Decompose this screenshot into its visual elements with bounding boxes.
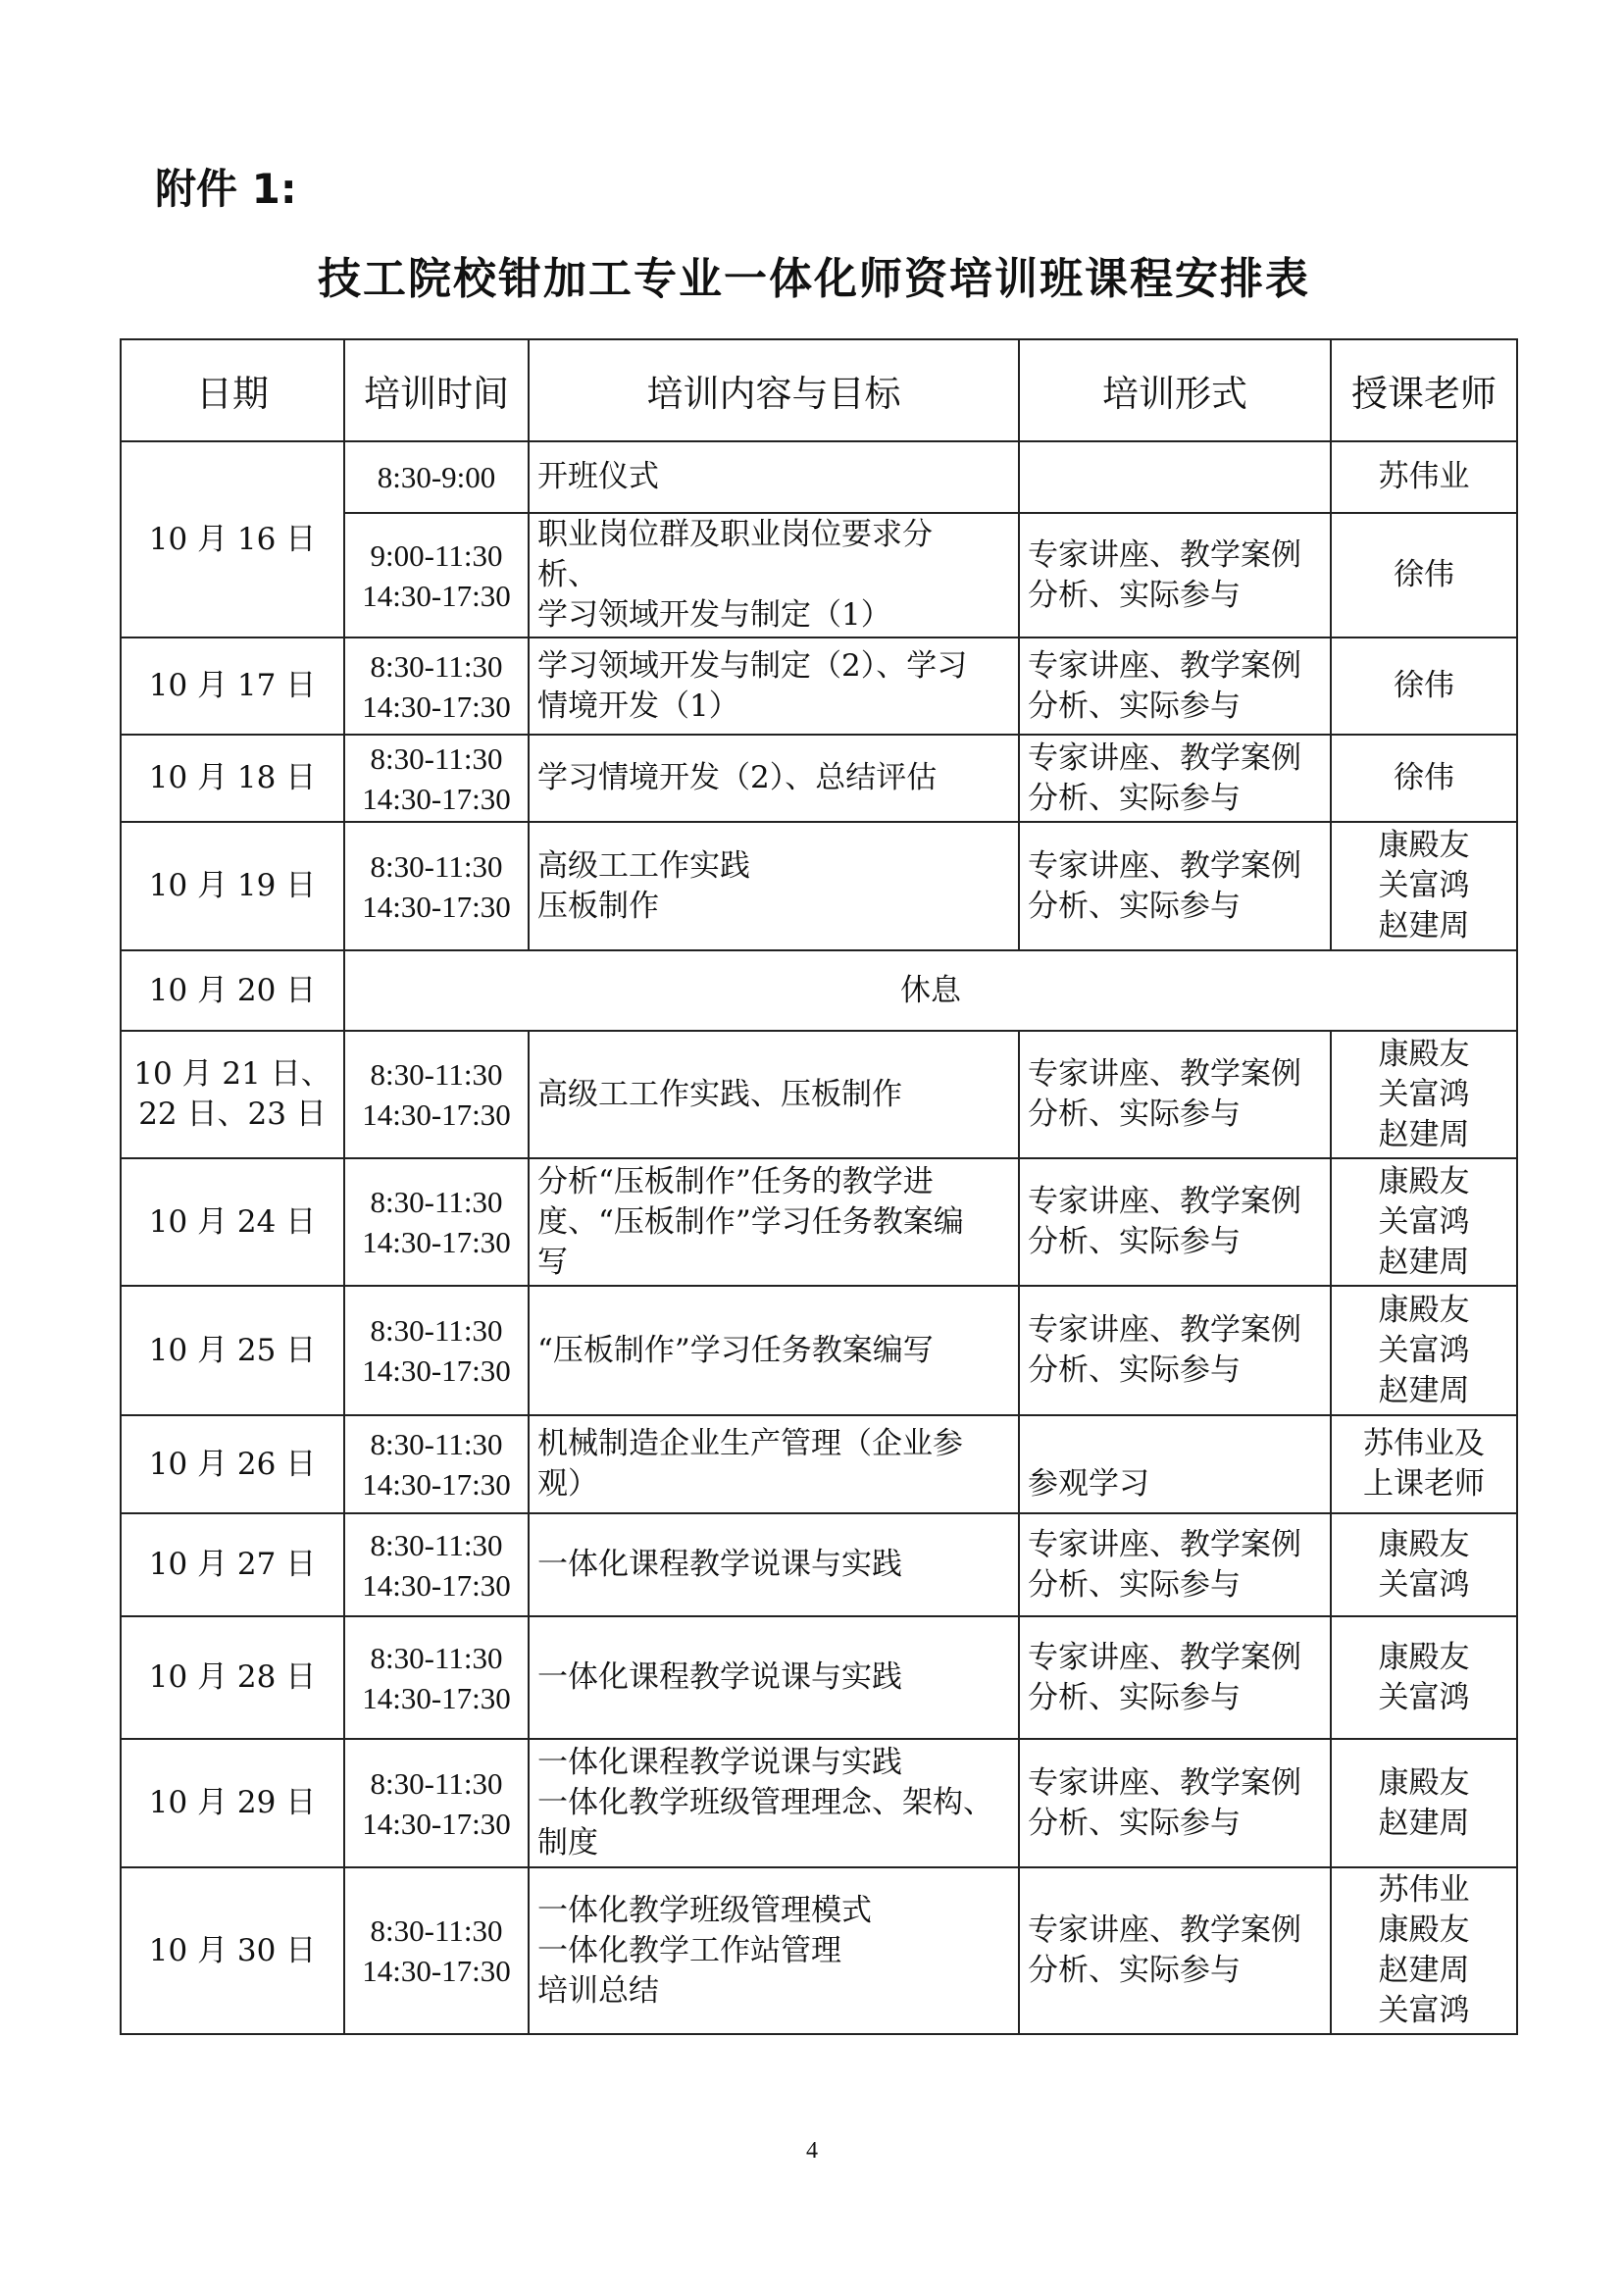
content-cell-line: 职业岗位群及职业岗位要求分 [537, 517, 933, 552]
teacher-cell [1331, 1031, 1517, 1158]
form-cell-line: 专家讲座、教学案例 [1028, 1639, 1301, 1675]
form-cell-line: 参观学习 [1028, 1466, 1149, 1502]
time-cell-line: 8:30-11:30 [370, 1527, 503, 1562]
document-title: 技工院校钳加工专业一体化师资培训班课程安排表 [318, 254, 1310, 304]
table-row [121, 1867, 1517, 2034]
form-cell [1019, 1616, 1331, 1739]
teacher-cell-line: 康殿友 [1378, 1764, 1470, 1801]
teacher-cell [1331, 735, 1517, 822]
date-cell [121, 1158, 344, 1286]
teacher-cell-line: 苏伟业 [1378, 459, 1470, 494]
content-cell [529, 637, 1019, 735]
time-cell [344, 1286, 529, 1415]
form-cell-line [1028, 1424, 1322, 1464]
date-cell [121, 1513, 344, 1616]
form-cell [1019, 1031, 1331, 1158]
form-cell [1019, 513, 1331, 637]
time-cell [344, 513, 529, 637]
form-cell-line: 专家讲座、教学案例 [1028, 536, 1301, 573]
teacher-cell-line: 康殿友 [1378, 1036, 1470, 1072]
time-cell-line: 14:30-17:30 [362, 1954, 511, 1988]
form-cell-line: 分析、实际参与 [1028, 1953, 1241, 1988]
teacher-cell-line: 康殿友 [1378, 1292, 1470, 1328]
form-cell-line: 分析、实际参与 [1028, 1679, 1241, 1715]
teacher-cell-line: 赵建周 [1378, 1244, 1470, 1280]
time-cell-line: 8:30-11:30 [370, 648, 503, 684]
form-cell-line: 分析、实际参与 [1028, 577, 1241, 613]
teacher-cell-line: 徐伟 [1394, 557, 1454, 592]
time-cell [344, 1867, 529, 2034]
time-cell [344, 637, 529, 735]
time-cell [344, 735, 529, 822]
form-cell [1019, 1513, 1331, 1616]
date-cell-line: 10 月 17 日 [148, 668, 317, 703]
content-cell [529, 1415, 1019, 1513]
content-cell-line: 高级工工作实践、压板制作 [537, 1076, 902, 1112]
content-cell-line: 一体化课程教学说课与实践 [537, 1745, 902, 1780]
time-cell [344, 441, 529, 513]
time-cell [344, 1616, 529, 1739]
content-cell-line: 写 [537, 1244, 568, 1280]
form-cell [1019, 1415, 1331, 1513]
teacher-cell [1331, 1158, 1517, 1286]
table-row [121, 1513, 1517, 1616]
time-cell [344, 1513, 529, 1616]
time-cell-line: 9:00-11:30 [370, 537, 503, 573]
content-cell-line: 学习领域开发与制定（2）、学习 [537, 647, 968, 684]
content-cell-line: 机械制造企业生产管理（企业参 [537, 1426, 963, 1461]
time-cell-line: 14:30-17:30 [362, 1467, 511, 1502]
table-row [121, 1286, 1517, 1415]
content-cell-line: 培训总结 [537, 1972, 659, 2009]
form-cell [1019, 441, 1331, 513]
date-cell-line: 10 月 16 日 [148, 521, 317, 557]
content-cell [529, 441, 1019, 513]
date-cell [121, 1739, 344, 1867]
form-cell [1019, 735, 1331, 822]
date-cell [121, 950, 344, 1031]
table-row [121, 637, 1517, 735]
table-row [121, 1616, 1517, 1739]
form-cell-line: 分析、实际参与 [1028, 1096, 1241, 1132]
teacher-cell-line: 康殿友 [1378, 1912, 1470, 1948]
date-cell-line: 10 月 21 日、 [133, 1056, 331, 1092]
table-row [121, 735, 1517, 822]
content-cell [529, 1867, 1019, 2034]
date-cell-line: 22 日、23 日 [138, 1096, 327, 1132]
content-cell-line: 一体化教学班级管理模式 [537, 1892, 872, 1928]
content-cell [529, 1739, 1019, 1867]
date-cell-line: 10 月 28 日 [148, 1659, 317, 1695]
date-cell-line: 10 月 19 日 [148, 868, 317, 903]
content-cell-line: 一体化课程教学说课与实践 [537, 1659, 902, 1695]
table-row [121, 822, 1517, 950]
attachment-label: 附件 1: [155, 165, 297, 213]
date-cell-line: 10 月 20 日 [148, 972, 317, 1008]
content-cell-line: 观） [537, 1466, 598, 1502]
date-cell-line: 10 月 24 日 [148, 1203, 317, 1240]
teacher-cell-line: 赵建周 [1378, 908, 1470, 943]
content-cell [529, 1158, 1019, 1286]
form-cell-line: 分析、实际参与 [1028, 888, 1241, 924]
teacher-cell-line: 徐伟 [1394, 668, 1454, 703]
form-cell-line: 专家讲座、教学案例 [1028, 847, 1301, 884]
rest-cell [344, 950, 1517, 1031]
time-cell-line: 14:30-17:30 [362, 1353, 511, 1388]
content-cell-line: 压板制作 [537, 888, 659, 924]
date-cell-line: 10 月 29 日 [148, 1785, 317, 1820]
form-cell [1019, 1286, 1331, 1415]
content-cell [529, 513, 1019, 637]
time-cell-line: 8:30-11:30 [370, 1427, 503, 1461]
column-header-date: 日期 [121, 339, 344, 441]
date-cell-line: 10 月 30 日 [148, 1932, 317, 1968]
table-row [121, 441, 1517, 513]
teacher-cell [1331, 1415, 1517, 1513]
teacher-cell-line: 关富鸿 [1378, 1332, 1470, 1368]
teacher-cell-line: 关富鸿 [1378, 868, 1470, 903]
teacher-cell-line: 苏伟业及 [1363, 1426, 1485, 1461]
form-cell [1019, 1867, 1331, 2034]
teacher-cell [1331, 1867, 1517, 2034]
form-cell-line: 分析、实际参与 [1028, 780, 1241, 816]
form-cell [1019, 637, 1331, 735]
teacher-cell [1331, 1616, 1517, 1739]
date-cell [121, 637, 344, 735]
teacher-cell-line: 赵建周 [1378, 1372, 1470, 1408]
teacher-cell-line: 关富鸿 [1378, 1679, 1470, 1715]
form-cell-line: 分析、实际参与 [1028, 1566, 1241, 1603]
teacher-cell-line: 苏伟业 [1378, 1872, 1470, 1908]
date-cell [121, 1415, 344, 1513]
teacher-cell [1331, 441, 1517, 513]
form-cell [1019, 1158, 1331, 1286]
content-cell-line: 度、“压板制作”学习任务教案编 [537, 1203, 964, 1240]
time-cell-line: 8:30-11:30 [370, 848, 503, 884]
teacher-cell-line: 康殿友 [1378, 828, 1470, 863]
teacher-cell-line: 康殿友 [1378, 1639, 1470, 1675]
time-cell-line: 8:30-11:30 [370, 740, 503, 776]
content-cell-line: 高级工工作实践 [537, 847, 750, 884]
teacher-cell-line: 关富鸿 [1378, 1566, 1470, 1603]
content-cell [529, 1616, 1019, 1739]
content-cell-line: 一体化教学班级管理理念、架构、 [537, 1785, 993, 1820]
date-cell [121, 822, 344, 950]
content-cell-line: 制度 [537, 1825, 598, 1861]
date-cell [121, 1616, 344, 1739]
time-cell-line: 14:30-17:30 [362, 1097, 511, 1132]
date-cell [121, 1286, 344, 1415]
form-cell [1019, 1739, 1331, 1867]
teacher-cell [1331, 1739, 1517, 1867]
teacher-cell-line: 康殿友 [1378, 1526, 1470, 1562]
column-header-content: 培训内容与目标 [529, 339, 1019, 441]
form-cell-line: 专家讲座、教学案例 [1028, 1056, 1301, 1092]
date-cell [121, 1867, 344, 2034]
time-cell-line: 8:30-11:30 [370, 1765, 503, 1801]
time-cell-line: 8:30-9:00 [377, 460, 496, 494]
content-cell [529, 822, 1019, 950]
teacher-cell-line: 关富鸿 [1378, 1203, 1470, 1240]
form-cell-line: 专家讲座、教学案例 [1028, 647, 1301, 684]
content-cell [529, 1286, 1019, 1415]
time-cell-line: 14:30-17:30 [362, 688, 511, 724]
time-cell [344, 822, 529, 950]
table-row [121, 950, 1517, 1031]
teacher-cell [1331, 513, 1517, 637]
form-cell-line: 分析、实际参与 [1028, 688, 1241, 724]
teacher-cell-line: 上课老师 [1363, 1466, 1485, 1502]
time-cell [344, 1158, 529, 1286]
content-cell-line: 情境开发（1） [537, 688, 739, 724]
time-cell [344, 1739, 529, 1867]
time-cell-line: 14:30-17:30 [362, 889, 511, 924]
form-cell-line: 专家讲座、教学案例 [1028, 1764, 1301, 1801]
date-cell-line: 10 月 26 日 [148, 1446, 317, 1482]
table-header [121, 339, 1517, 441]
rest-cell-line: 休息 [900, 972, 961, 1008]
form-cell-line: 专家讲座、教学案例 [1028, 739, 1301, 776]
time-cell-line: 8:30-11:30 [370, 1185, 503, 1219]
teacher-cell-line: 关富鸿 [1378, 1076, 1470, 1112]
column-header-teacher: 授课老师 [1331, 339, 1517, 441]
content-cell-line: “压板制作”学习任务教案编写 [537, 1332, 934, 1368]
teacher-cell-line: 赵建周 [1378, 1116, 1470, 1152]
time-cell-line: 14:30-17:30 [362, 1680, 511, 1715]
content-cell-line: 开班仪式 [537, 459, 659, 494]
time-cell-line: 14:30-17:30 [362, 1806, 511, 1841]
page-number: 4 [806, 2138, 818, 2164]
time-cell-line: 8:30-11:30 [370, 1913, 503, 1948]
time-cell-line: 8:30-11:30 [370, 1640, 503, 1675]
content-cell-line: 一体化教学工作站管理 [537, 1932, 841, 1968]
date-cell [121, 1031, 344, 1158]
header-row [121, 339, 1517, 441]
column-header-time: 培训时间 [344, 339, 529, 441]
table-body [121, 441, 1517, 2034]
teacher-cell [1331, 1513, 1517, 1616]
content-cell-line: 析、 [537, 557, 598, 592]
form-cell-line: 分析、实际参与 [1028, 1805, 1241, 1841]
time-cell [344, 1415, 529, 1513]
form-cell-line: 分析、实际参与 [1028, 1352, 1241, 1388]
content-cell-line: 分析“压板制作”任务的教学进 [537, 1163, 934, 1199]
form-cell-line: 专家讲座、教学案例 [1028, 1526, 1301, 1562]
teacher-cell [1331, 637, 1517, 735]
date-cell-line: 10 月 18 日 [148, 760, 317, 795]
time-cell-line: 14:30-17:30 [362, 781, 511, 816]
time-cell-line: 14:30-17:30 [362, 1567, 511, 1603]
date-cell [121, 441, 344, 637]
teacher-cell-line: 徐伟 [1394, 760, 1454, 795]
form-cell-line: 专家讲座、教学案例 [1028, 1312, 1301, 1348]
time-cell-line: 14:30-17:30 [362, 578, 511, 613]
content-cell [529, 735, 1019, 822]
content-cell-line: 一体化课程教学说课与实践 [537, 1547, 902, 1582]
teacher-cell [1331, 1286, 1517, 1415]
teacher-cell [1331, 822, 1517, 950]
content-cell-line: 学习情境开发（2）、总结评估 [537, 760, 938, 795]
form-cell [1019, 822, 1331, 950]
column-header-form: 培训形式 [1019, 339, 1331, 441]
teacher-cell-line: 康殿友 [1378, 1163, 1470, 1199]
time-cell-line: 14:30-17:30 [362, 1225, 511, 1259]
form-cell-line: 专家讲座、教学案例 [1028, 1184, 1301, 1219]
teacher-cell-line: 赵建周 [1378, 1805, 1470, 1841]
time-cell [344, 1031, 529, 1158]
content-cell-line: 学习领域开发与制定（1） [537, 597, 891, 633]
date-cell [121, 735, 344, 822]
time-cell-line: 8:30-11:30 [370, 1313, 503, 1348]
teacher-cell-line: 赵建周 [1378, 1953, 1470, 1988]
table-row [121, 1158, 1517, 1286]
form-cell-line: 专家讲座、教学案例 [1028, 1912, 1301, 1948]
table-row [121, 1415, 1517, 1513]
schedule-table [120, 338, 1518, 2035]
content-cell [529, 1513, 1019, 1616]
content-cell [529, 1031, 1019, 1158]
date-cell-line: 10 月 25 日 [148, 1332, 317, 1368]
form-cell-line: 分析、实际参与 [1028, 1224, 1241, 1259]
table-row [121, 1031, 1517, 1158]
teacher-cell-line: 关富鸿 [1378, 1993, 1470, 2028]
time-cell-line: 8:30-11:30 [370, 1057, 503, 1092]
table-row [121, 1739, 1517, 1867]
date-cell-line: 10 月 27 日 [148, 1547, 317, 1582]
